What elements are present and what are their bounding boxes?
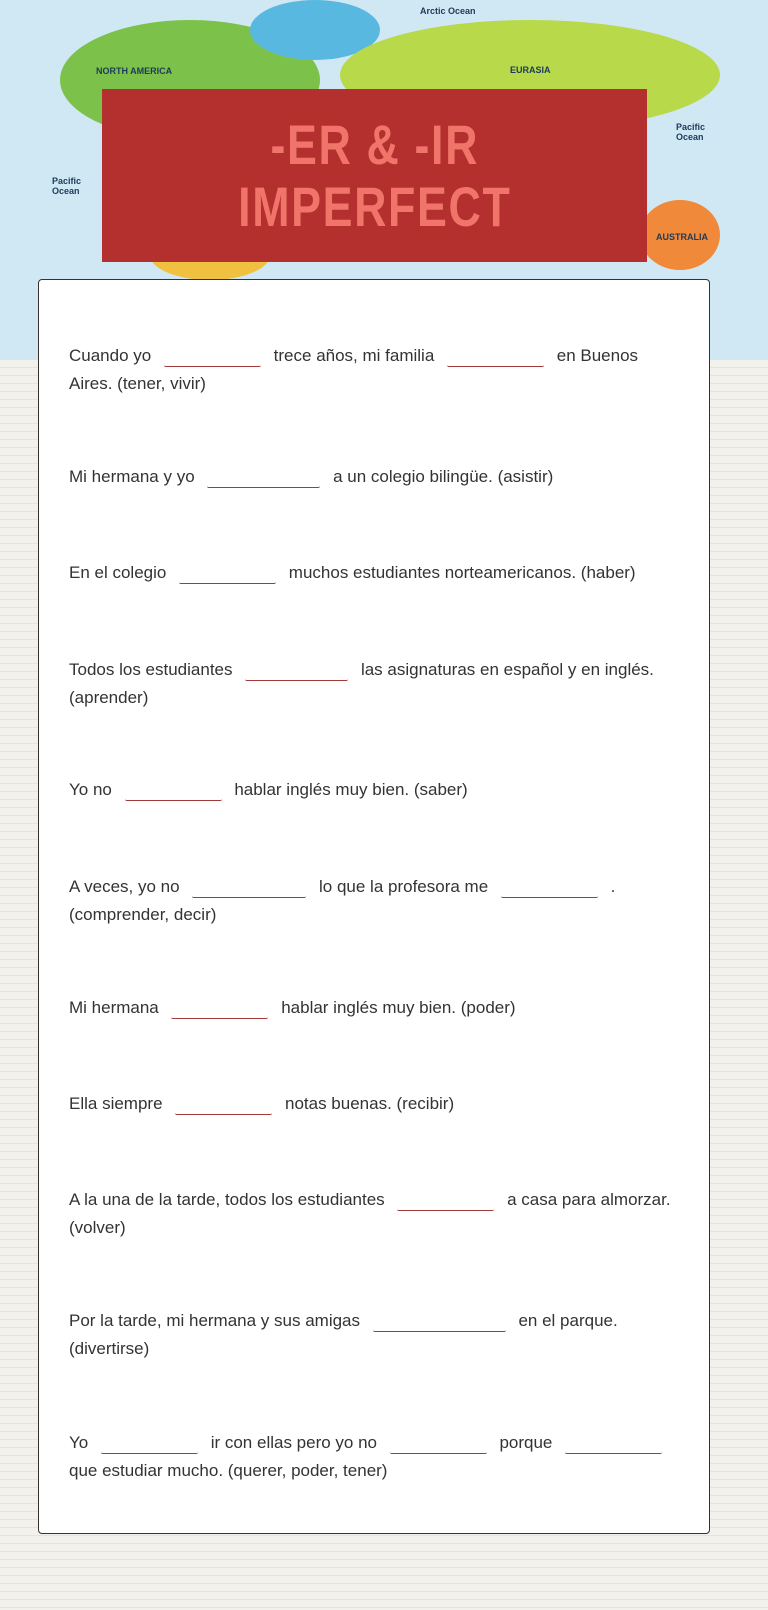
map-label: NORTH AMERICA bbox=[96, 66, 173, 76]
title-line-2: IMPERFECT bbox=[237, 174, 512, 238]
map-label: AUSTRALIA bbox=[656, 232, 708, 242]
question-text: Ella siempre bbox=[69, 1094, 168, 1113]
question-text: que estudiar mucho. (querer, poder, tener) bbox=[69, 1461, 388, 1480]
question-text: . (comprender, decir) bbox=[69, 877, 616, 924]
question-3 bbox=[69, 559, 679, 587]
question-text: Por la tarde, mi hermana y sus amigas bbox=[69, 1311, 365, 1330]
worksheet-title bbox=[238, 114, 511, 238]
question-text: en el parque. (divertirse) bbox=[69, 1311, 618, 1358]
question-text: las asignaturas en español y en inglés. (aprender) bbox=[69, 660, 654, 707]
question-text: a un colegio bilingüe. (asistir) bbox=[328, 467, 554, 486]
answer-blank-input[interactable] bbox=[192, 877, 306, 898]
question-text: Cuando yo bbox=[69, 346, 156, 365]
question-text: Mi hermana bbox=[69, 998, 164, 1017]
question-text: En el colegio bbox=[69, 563, 172, 582]
answer-blank-input[interactable] bbox=[447, 346, 544, 367]
answer-blank-input[interactable] bbox=[565, 1433, 662, 1454]
question-9 bbox=[69, 1186, 679, 1242]
question-8 bbox=[69, 1090, 679, 1118]
question-text: Mi hermana y yo bbox=[69, 467, 200, 486]
question-text: porque bbox=[494, 1433, 558, 1452]
question-2 bbox=[69, 463, 679, 491]
map-label: Pacific Ocean bbox=[676, 122, 706, 142]
question-text: en Buenos Aires. (tener, vivir) bbox=[69, 346, 639, 393]
question-text: a casa para almorzar. (volver) bbox=[69, 1190, 671, 1237]
question-text: muchos estudiantes norteamericanos. (haber) bbox=[284, 563, 636, 582]
question-6 bbox=[69, 873, 679, 929]
title-line-1: -ER & -IR bbox=[270, 112, 479, 176]
map-label: Pacific Ocean bbox=[52, 176, 82, 196]
question-text: notas buenas. (recibir) bbox=[280, 1094, 455, 1113]
answer-blank-input[interactable] bbox=[179, 563, 276, 584]
answer-blank-input[interactable] bbox=[390, 1433, 487, 1454]
question-text: Yo bbox=[69, 1433, 93, 1452]
worksheet-card bbox=[38, 279, 710, 1534]
answer-blank-input[interactable] bbox=[175, 1094, 272, 1115]
answer-blank-input[interactable] bbox=[125, 780, 222, 801]
question-text: ir con ellas pero yo no bbox=[205, 1433, 382, 1452]
question-4 bbox=[69, 656, 679, 712]
answer-blank-input[interactable] bbox=[164, 346, 261, 367]
answer-blank-input[interactable] bbox=[397, 1190, 494, 1211]
question-text: trece años, mi familia bbox=[268, 346, 440, 365]
map-label: Arctic Ocean bbox=[420, 6, 476, 16]
question-text: lo que la profesora me bbox=[314, 877, 493, 896]
question-10 bbox=[69, 1307, 679, 1363]
answer-blank-input[interactable] bbox=[245, 660, 348, 681]
question-7 bbox=[69, 994, 679, 1022]
question-text: A la una de la tarde, todos los estudiantes bbox=[69, 1190, 390, 1209]
answer-blank-input[interactable] bbox=[501, 877, 598, 898]
question-5 bbox=[69, 776, 679, 804]
title-box bbox=[102, 89, 647, 262]
question-text: A veces, yo no bbox=[69, 877, 185, 896]
question-text: hablar inglés muy bien. (saber) bbox=[229, 780, 468, 799]
map-label: EURASIA bbox=[510, 65, 551, 75]
question-text: Yo no bbox=[69, 780, 117, 799]
answer-blank-input[interactable] bbox=[101, 1433, 198, 1454]
question-text: hablar inglés muy bien. (poder) bbox=[276, 998, 516, 1017]
answer-blank-input[interactable] bbox=[373, 1311, 506, 1332]
answer-blank-input[interactable] bbox=[171, 998, 268, 1019]
answer-blank-input[interactable] bbox=[207, 467, 320, 488]
question-1 bbox=[69, 342, 679, 398]
question-11 bbox=[69, 1429, 679, 1485]
question-text: Todos los estudiantes bbox=[69, 660, 238, 679]
